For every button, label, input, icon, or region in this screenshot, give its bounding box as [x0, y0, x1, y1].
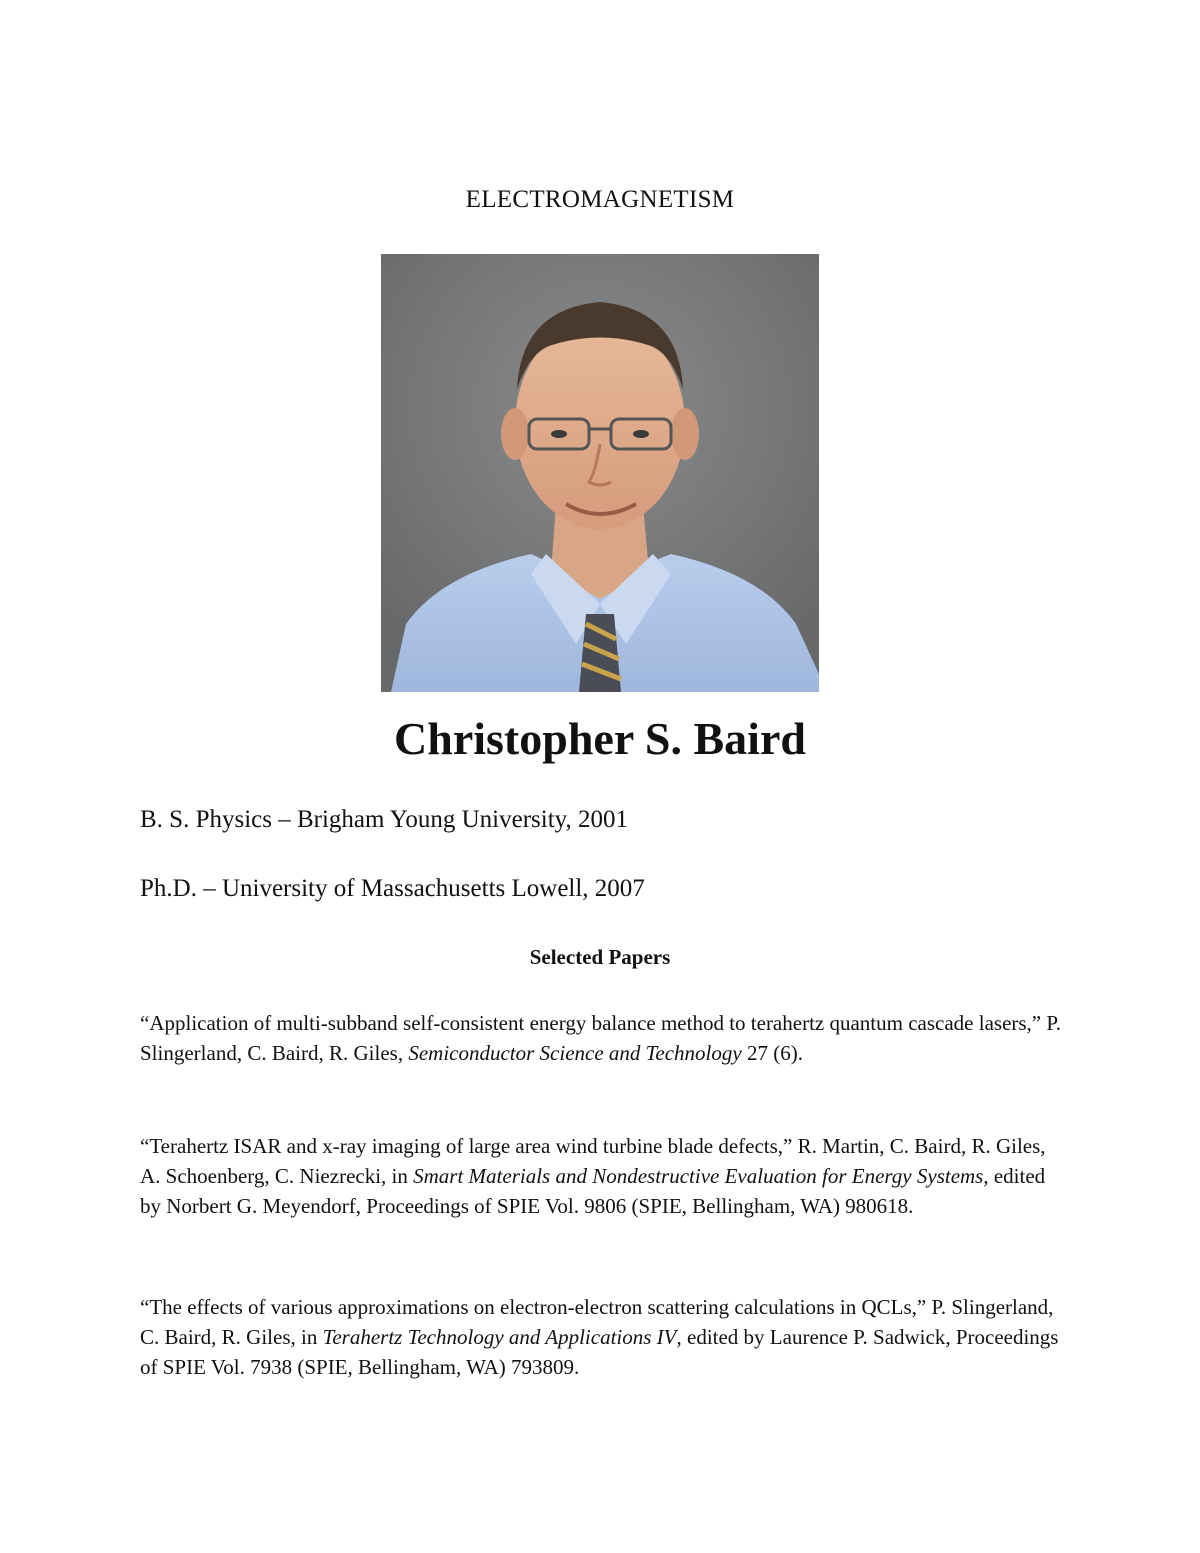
selected-papers-heading: Selected Papers [529, 945, 671, 969]
paper-venue: Smart Materials and Nondestructive Evaluation for Energy Systems [413, 1164, 984, 1188]
paper-title: “Application of multi-subband self-consistent energy balance method to terahertz quantum cascade lasers,” [140, 1011, 1042, 1035]
paper-title: “The effects of various approximations on electron-electron scattering calculations in QCLs,” [140, 1295, 927, 1319]
paper-venue: Semiconductor Science and Technology [408, 1041, 742, 1065]
paper-entry [140, 1008, 1065, 1068]
person-name: Christopher S. Baird [394, 713, 806, 764]
profile-photo [381, 254, 819, 692]
paper-details: , edited by Norbert G. Meyendorf, Proceedings of SPIE Vol. 9806 (SPIE, Bellingham, WA) 980618. [140, 1164, 1046, 1218]
education-bs: B. S. Physics – Brigham Young University, 2001 [140, 806, 629, 833]
paper-authors: P. Slingerland, C. Baird, R. Giles, in [140, 1295, 1054, 1349]
education-phd: Ph.D. – University of Massachusetts Lowell, 2007 [140, 875, 645, 902]
paper-title: “Terahertz ISAR and x-ray imaging of large area wind turbine blade defects,” [140, 1134, 793, 1158]
paper-authors: P. Slingerland, C. Baird, R. Giles, [140, 1011, 1061, 1065]
paper-details: 27 (6). [741, 1041, 803, 1065]
paper-entry [140, 1131, 1065, 1221]
page-heading: ELECTROMAGNETISM [465, 186, 735, 213]
paper-venue: Terahertz Technology and Applications IV [322, 1325, 677, 1349]
paper-authors: R. Martin, C. Baird, R. Giles, A. Schoenberg, C. Niezrecki, in [140, 1134, 1046, 1188]
paper-details: , edited by Laurence P. Sadwick, Proceedings of SPIE Vol. 7938 (SPIE, Bellingham, WA) 793809. [140, 1325, 1059, 1379]
paper-entry [140, 1292, 1065, 1382]
